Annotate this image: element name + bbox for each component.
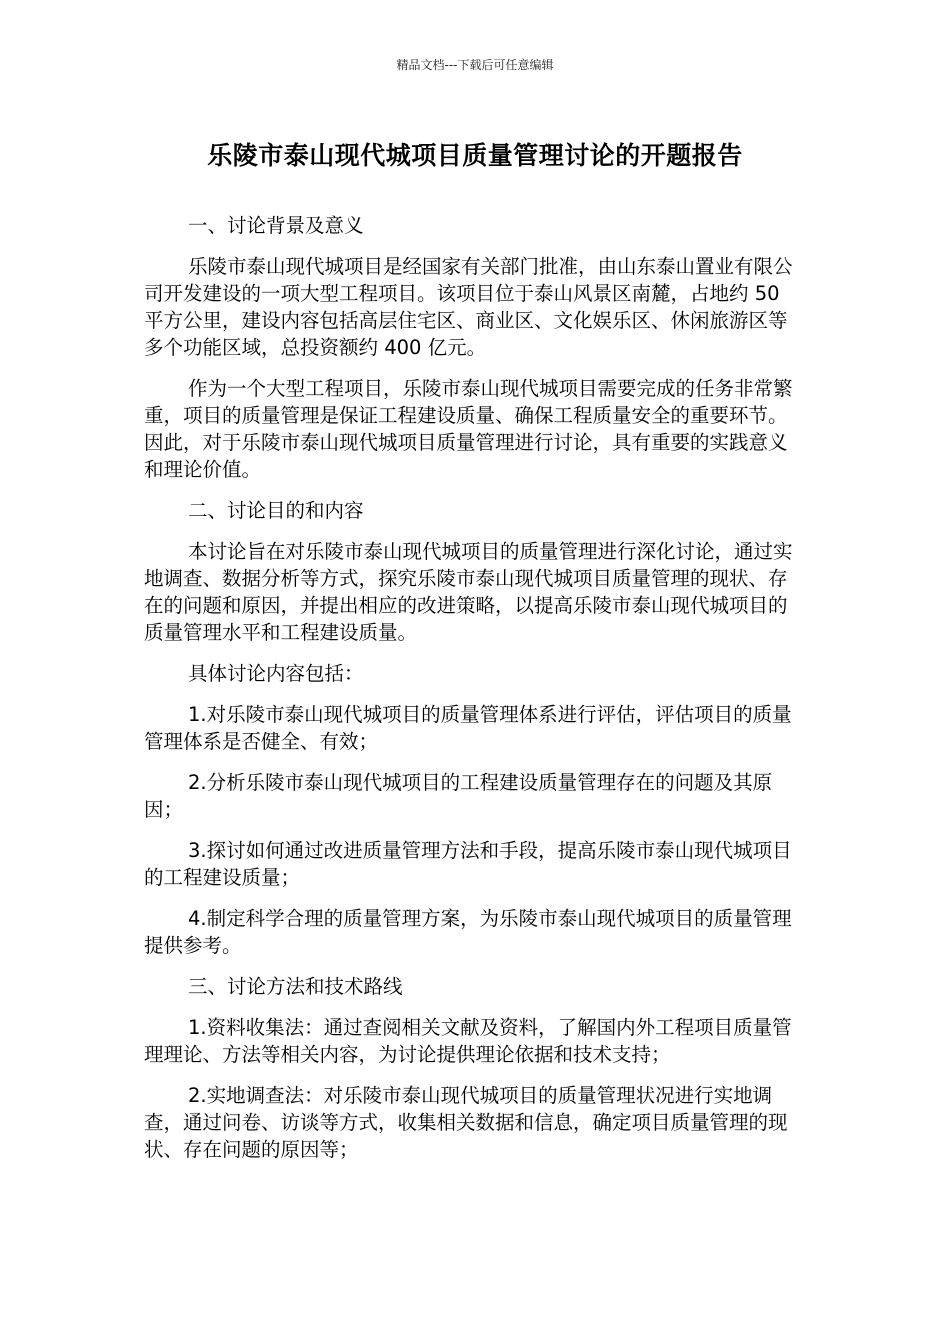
list-item-content-2: 2.分析乐陵市泰山现代城项目的工程建设质量管理存在的问题及其原因；	[144, 771, 773, 821]
paragraph-significance: 作为一个大型工程项目，乐陵市泰山现代城项目需要完成的任务非常繁重，项目的质量管理是保证工程建设质量、确保工程质量安全的重要环节。因此，对于乐陵市泰山现代城项目质量管理进行讨论，具有重要的实践意义和理论价值。	[144, 377, 793, 481]
document-title: 乐陵市泰山现代城项目质量管理讨论的开题报告	[207, 141, 743, 170]
list-item-content-1: 1.对乐陵市泰山现代城项目的质量管理体系进行评估，评估项目的质量管理体系是否健全、有效；	[144, 703, 792, 753]
section-heading-purpose: 二、讨论目的和内容	[188, 499, 364, 522]
list-item-content-3: 3.探讨如何通过改进质量管理方法和手段，提高乐陵市泰山现代城项目的工程建设质量；	[144, 839, 792, 889]
paragraph-project-overview: 乐陵市泰山现代城项目是经国家有关部门批准，由山东泰山置业有限公司开发建设的一项大型工程项目。该项目位于泰山风景区南麓，占地约 50 平方公里，建设内容包括高层住宅区、商业区、文化娱乐区、休闲旅游区等多个功能区域，总投资额约 400 亿元。	[144, 255, 793, 359]
paragraph-purpose: 本讨论旨在对乐陵市泰山现代城项目的质量管理进行深化讨论，通过实地调查、数据分析等方式，探究乐陵市泰山现代城项目质量管理的现状、存在的问题和原因，并提出相应的改进策略，以提高乐陵市泰山现代城项目的质量管理水平和工程建设质量。	[144, 540, 793, 644]
list-item-content-4: 4.制定科学合理的质量管理方案，为乐陵市泰山现代城项目的质量管理提供参考。	[144, 907, 792, 957]
list-item-method-1: 1.资料收集法：通过查阅相关文献及资料，了解国内外工程项目质量管理理论、方法等相关内容，为讨论提供理论依据和技术支持；	[144, 1016, 792, 1066]
header-note: 精品文档---下载后可任意编辑	[396, 58, 554, 72]
section-heading-methods: 三、讨论方法和技术路线	[188, 975, 403, 998]
document-body	[144, 212, 804, 1177]
paragraph-content-intro: 具体讨论内容包括：	[188, 662, 364, 685]
section-heading-background: 一、讨论背景及意义	[188, 214, 364, 237]
list-item-method-2: 2.实地调查法：对乐陵市泰山现代城项目的质量管理状况进行实地调查，通过问卷、访谈等方式，收集相关数据和信息，确定项目质量管理的现状、存在问题的原因等；	[144, 1084, 788, 1161]
